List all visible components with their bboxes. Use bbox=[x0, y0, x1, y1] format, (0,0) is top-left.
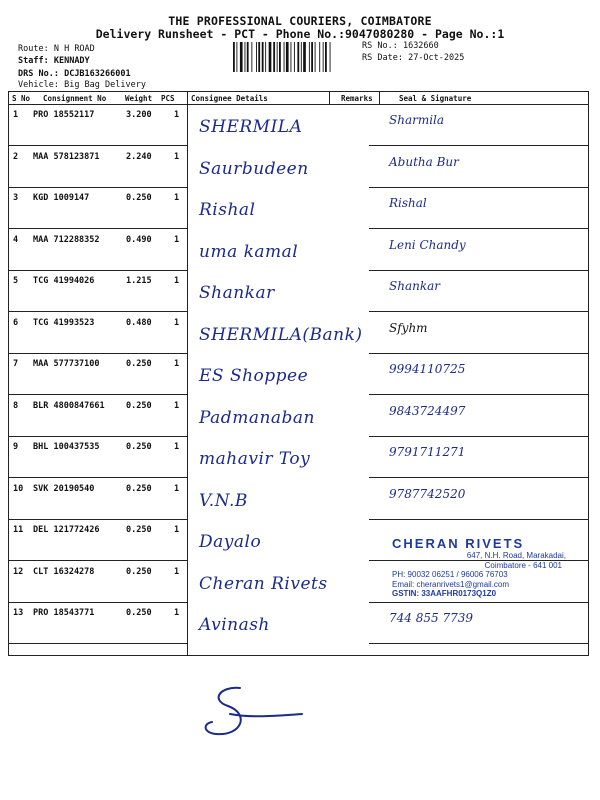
drs-value: DCJB163266001 bbox=[64, 69, 131, 79]
barcode-bar bbox=[319, 42, 320, 72]
barcode-bar bbox=[269, 42, 272, 72]
row-sno: 2 bbox=[13, 151, 19, 162]
row-weight: 1.215 bbox=[126, 276, 152, 286]
col-weight: Weight bbox=[125, 94, 153, 103]
barcode-bar bbox=[284, 42, 285, 72]
row-consignment: BLR 4800847661 bbox=[33, 400, 105, 411]
barcode-bar bbox=[297, 42, 299, 72]
row-sno: 11 bbox=[13, 525, 24, 535]
row-sno: 3 bbox=[13, 193, 19, 203]
rs-no-value: 1632660 bbox=[402, 41, 439, 51]
row-signature: Abutha Bur bbox=[389, 154, 459, 169]
row-consignment: CLT 16324278 bbox=[33, 566, 95, 577]
stamp-line1: 647, N.H. Road, Marakadai, bbox=[466, 551, 566, 560]
col-seal: Seal & Signature bbox=[399, 94, 472, 103]
row-signature: 9787742520 bbox=[389, 486, 466, 501]
table-row bbox=[9, 105, 588, 146]
row-weight: 0.250 bbox=[126, 442, 152, 452]
table-row bbox=[9, 603, 588, 644]
barcode-bar bbox=[311, 42, 313, 72]
row-divider bbox=[9, 643, 187, 644]
stamp-line2: Coimbatore - 641 001 bbox=[484, 560, 562, 570]
barcode-bar bbox=[301, 42, 302, 72]
route-value: N H ROAD bbox=[53, 44, 95, 54]
rs-date-label: RS Date: bbox=[362, 53, 403, 63]
barcode-bar bbox=[291, 42, 292, 72]
barcode-bar bbox=[277, 42, 278, 72]
row-pcs: 1 bbox=[174, 151, 180, 162]
barcode-bar bbox=[262, 42, 264, 72]
row-pcs: 1 bbox=[174, 483, 180, 494]
row-consignment: DEL 121772426 bbox=[33, 525, 100, 535]
row-consignee-handwritten: ES Shoppee bbox=[199, 366, 309, 386]
barcode-bar bbox=[251, 42, 252, 72]
barcode-bar bbox=[256, 42, 257, 72]
barcode-bar bbox=[309, 42, 310, 72]
stamp-name: CHERAN RIVETS bbox=[392, 536, 525, 551]
row-signature: Rishal bbox=[389, 196, 427, 210]
rs-date-value: 27-Oct-2025 bbox=[408, 53, 465, 63]
barcode-bar bbox=[294, 42, 295, 72]
rs-no-line bbox=[362, 40, 464, 52]
row-pcs: 1 bbox=[174, 525, 180, 535]
row-weight: 0.250 bbox=[126, 400, 152, 411]
row-weight: 0.250 bbox=[126, 525, 152, 535]
row-pcs: 1 bbox=[174, 276, 180, 286]
barcode-bar bbox=[279, 42, 281, 72]
row-signature: 744 855 7739 bbox=[389, 611, 473, 625]
row-pcs: 1 bbox=[174, 193, 180, 203]
row-signature: 9994110725 bbox=[389, 362, 466, 376]
row-weight: 0.250 bbox=[126, 193, 152, 203]
row-consignment: MAA 577737100 bbox=[33, 359, 100, 369]
row-consignee-handwritten: Cheran Rivets bbox=[199, 573, 328, 594]
row-sno: 5 bbox=[13, 276, 19, 286]
barcode-bar bbox=[325, 42, 327, 72]
barcode-bar bbox=[258, 42, 260, 72]
row-consignment: TCG 41994026 bbox=[33, 276, 95, 286]
table-row bbox=[9, 437, 588, 478]
row-weight: 0.490 bbox=[126, 234, 152, 245]
barcode-bar bbox=[240, 42, 243, 72]
row-consignment: MAA 578123871 bbox=[33, 151, 100, 162]
row-consignment: MAA 712288352 bbox=[33, 234, 100, 245]
row-signature: Sfyhm bbox=[389, 320, 428, 335]
row-consignee-handwritten: uma kamal bbox=[199, 241, 299, 262]
drs-label: DRS No.: bbox=[18, 69, 59, 79]
row-signature: 9791711271 bbox=[389, 445, 466, 459]
barcode-bar bbox=[236, 42, 237, 72]
vehicle-line bbox=[18, 80, 146, 90]
col-pcs: PCS bbox=[161, 94, 175, 103]
row-consignee-handwritten: Padmanaban bbox=[199, 407, 315, 428]
row-consignee-handwritten: Shankar bbox=[199, 283, 275, 303]
runsheet-subtitle: Delivery Runsheet - PCT - Phone No.:9047080280 - Page No.:1 bbox=[95, 27, 505, 41]
stamp-line3: PH: 90032 06251 / 96006 76703 bbox=[392, 570, 508, 579]
row-pcs: 1 bbox=[174, 566, 180, 577]
row-pcs: 1 bbox=[174, 400, 180, 411]
table-row bbox=[9, 313, 588, 354]
route-label: Route: bbox=[18, 44, 49, 54]
stamp-line4: Email: cheranrivets1@gmail.com bbox=[392, 579, 510, 589]
row-consignment: PRO 18552117 bbox=[33, 110, 95, 120]
barcode-bar bbox=[245, 42, 246, 72]
row-weight: 0.480 bbox=[126, 317, 152, 328]
row-consignee-handwritten: mahavir Toy bbox=[199, 449, 311, 469]
row-sno: 10 bbox=[13, 483, 24, 494]
table-row bbox=[9, 354, 588, 395]
vehicle-label: Vehicle: bbox=[18, 80, 59, 90]
barcode-bar bbox=[233, 42, 235, 72]
row-sno: 9 bbox=[13, 442, 19, 452]
row-weight: 0.250 bbox=[126, 608, 152, 618]
row-signature: Sharmila bbox=[389, 113, 445, 127]
row-consignment: SVK 20190540 bbox=[33, 483, 95, 494]
col-remarks: Remarks bbox=[341, 94, 373, 103]
col-sno: S No bbox=[12, 94, 31, 103]
col-consignment: Consignment No bbox=[43, 94, 107, 103]
row-consignment: PRO 18543771 bbox=[33, 608, 95, 618]
table-row bbox=[9, 271, 588, 312]
row-consignee-handwritten: SHERMILA bbox=[199, 117, 303, 137]
col-consignee: Consignee Details bbox=[191, 94, 268, 103]
row-consignee-handwritten: Saurbudeen bbox=[199, 158, 309, 179]
staff-value: KENNADY bbox=[53, 56, 90, 66]
row-sno: 13 bbox=[13, 608, 24, 618]
drs-line bbox=[18, 69, 131, 79]
row-sno: 1 bbox=[13, 110, 19, 120]
row-sno: 12 bbox=[13, 566, 24, 577]
staff-line bbox=[18, 56, 90, 66]
row-weight: 3.200 bbox=[126, 110, 152, 120]
table-row bbox=[9, 396, 588, 437]
rs-info bbox=[362, 40, 464, 64]
row-consignee-handwritten: Dayalo bbox=[199, 532, 262, 552]
row-pcs: 1 bbox=[174, 110, 180, 120]
barcode-bar bbox=[303, 42, 306, 72]
table-row bbox=[9, 147, 588, 188]
row-consignment: KGD 1009147 bbox=[33, 193, 90, 203]
route-line bbox=[18, 44, 95, 54]
divider-seal-hdr bbox=[379, 92, 380, 104]
row-consignment: TCG 41993523 bbox=[33, 317, 95, 328]
barcode-bar bbox=[286, 42, 289, 72]
barcode bbox=[232, 42, 360, 72]
row-weight: 2.240 bbox=[126, 151, 152, 162]
rs-no-label: RS No.: bbox=[362, 41, 398, 51]
barcode-bar bbox=[330, 42, 331, 72]
barcode-bar bbox=[315, 42, 316, 72]
row-sno: 7 bbox=[13, 359, 19, 369]
row-sno: 8 bbox=[13, 400, 19, 411]
barcode-bar bbox=[265, 42, 266, 72]
table-header bbox=[9, 92, 588, 105]
row-signature: Leni Chandy bbox=[389, 237, 466, 252]
table-row bbox=[9, 479, 588, 520]
company-title: THE PROFESSIONAL COURIERS, COIMBATORE bbox=[168, 14, 432, 28]
row-pcs: 1 bbox=[174, 608, 180, 618]
row-signature: Shankar bbox=[389, 279, 440, 293]
row-weight: 0.250 bbox=[126, 566, 152, 577]
barcode-bar bbox=[323, 42, 324, 72]
row-pcs: 1 bbox=[174, 442, 180, 452]
row-consignee-handwritten: Rishal bbox=[199, 200, 256, 220]
row-consignee-handwritten: SHERMILA(Bank) bbox=[199, 324, 363, 345]
row-divider-right bbox=[369, 643, 588, 644]
table-row bbox=[9, 188, 588, 229]
table-row bbox=[9, 230, 588, 271]
row-consignee-handwritten: Avinash bbox=[199, 615, 270, 635]
barcode-bar bbox=[273, 42, 275, 72]
row-sno: 6 bbox=[13, 317, 19, 328]
divider-remarks-hdr bbox=[329, 92, 330, 104]
row-consignment: BHL 100437535 bbox=[33, 442, 100, 452]
row-weight: 0.250 bbox=[126, 483, 152, 494]
row-weight: 0.250 bbox=[126, 359, 152, 369]
runner-signature bbox=[180, 684, 310, 744]
row-signature: 9843724497 bbox=[389, 403, 466, 418]
row-pcs: 1 bbox=[174, 359, 180, 369]
row-pcs: 1 bbox=[174, 317, 180, 328]
staff-label: Staff: bbox=[18, 56, 49, 66]
company-stamp bbox=[392, 536, 572, 599]
rs-date-line bbox=[362, 52, 464, 64]
row-pcs: 1 bbox=[174, 234, 180, 245]
barcode-bar bbox=[247, 42, 249, 72]
vehicle-value: Big Bag Delivery bbox=[64, 80, 146, 90]
row-consignee-handwritten: V.N.B bbox=[199, 490, 248, 511]
stamp-line5: GSTIN: 33AAFHR0173Q1Z0 bbox=[392, 589, 497, 598]
row-sno: 4 bbox=[13, 234, 19, 245]
